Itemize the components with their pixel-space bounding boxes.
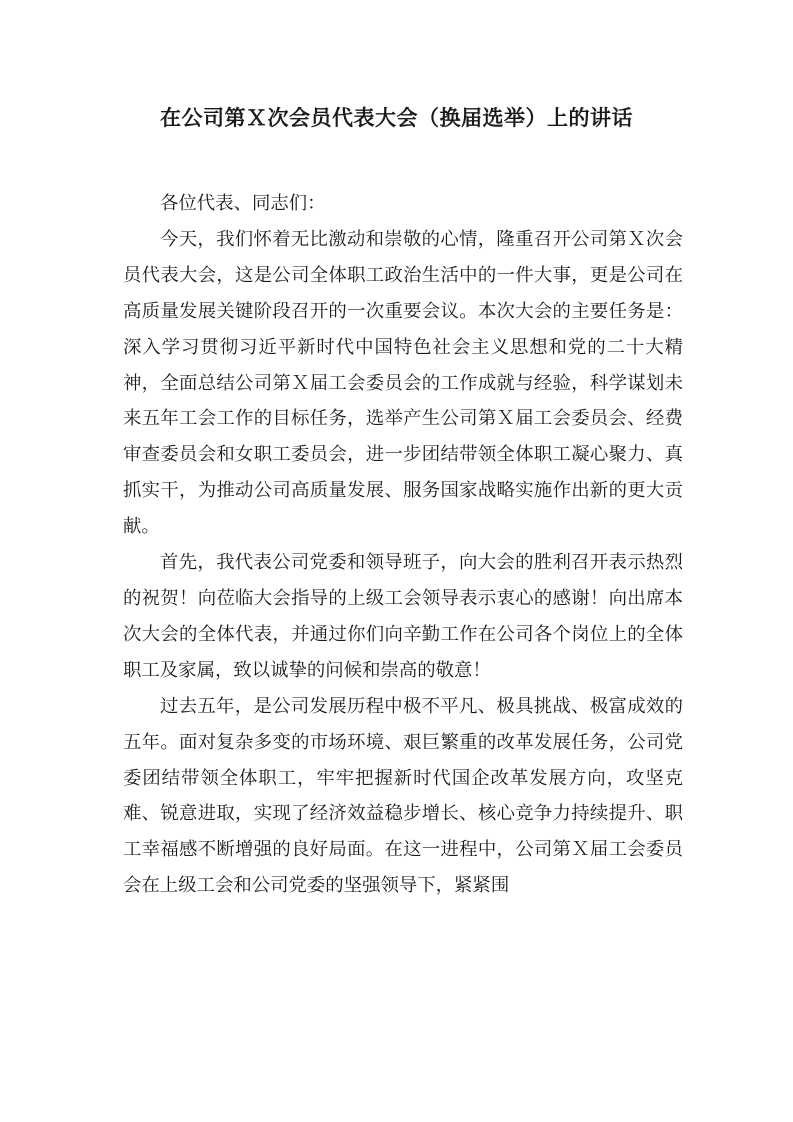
salutation-paragraph: 各位代表、同志们： bbox=[160, 193, 326, 214]
document-title: 在公司第Ｘ次会员代表大会（换届选举）上的讲话 bbox=[160, 105, 633, 130]
opening-paragraph: 今天，我们怀着无比激动和崇敬的心情，隆重召开公司第Ｘ次会员代表大会，这是公司全体职工政治生活中的一件大事，更是公司在高质量发展关键阶段召开的一次重要会议。本次大会的主要任务是：深入学习贯彻习近平新时代中国特色社会主义思想和党的二十大精神，全面总结公司第Ｘ届工会委员会的工作成就与经验，科学谋划未来五年工会工作的目标任务，选举产生公司第Ｘ届工会委员会、经费审查委员会和女职工委员会，进一步团结带领全体职工凝心聚力、真抓实干，为推动公司高质量发展、服务国家战略实施作出新的更大贡献。 bbox=[123, 228, 683, 538]
congratulations-paragraph: 首先，我代表公司党委和领导班子，向大会的胜利召开表示热烈的祝贺！向莅临大会指导的上级工会领导表示衷心的感谢！向出席本次大会的全体代表，并通过你们向辛勤工作在公司各个岗位上的全体职工及家属，致以诚挚的问候和崇高的敬意！ bbox=[123, 552, 683, 681]
review-paragraph: 过去五年，是公司发展历程中极不平凡、极具挑战、极富成效的五年。面对复杂多变的市场环境、艰巨繁重的改革发展任务，公司党委团结带领全体职工，牢牢把握新时代国企改革发展方向，攻坚克难、锐意进取，实现了经济效益稳步增长、核心竞争力持续提升、职工幸福感不断增强的良好局面。在这一进程中，公司第Ｘ届工会委员会在上级工会和公司党委的坚强领导下，紧紧围 bbox=[123, 695, 683, 897]
document-body bbox=[123, 186, 683, 904]
